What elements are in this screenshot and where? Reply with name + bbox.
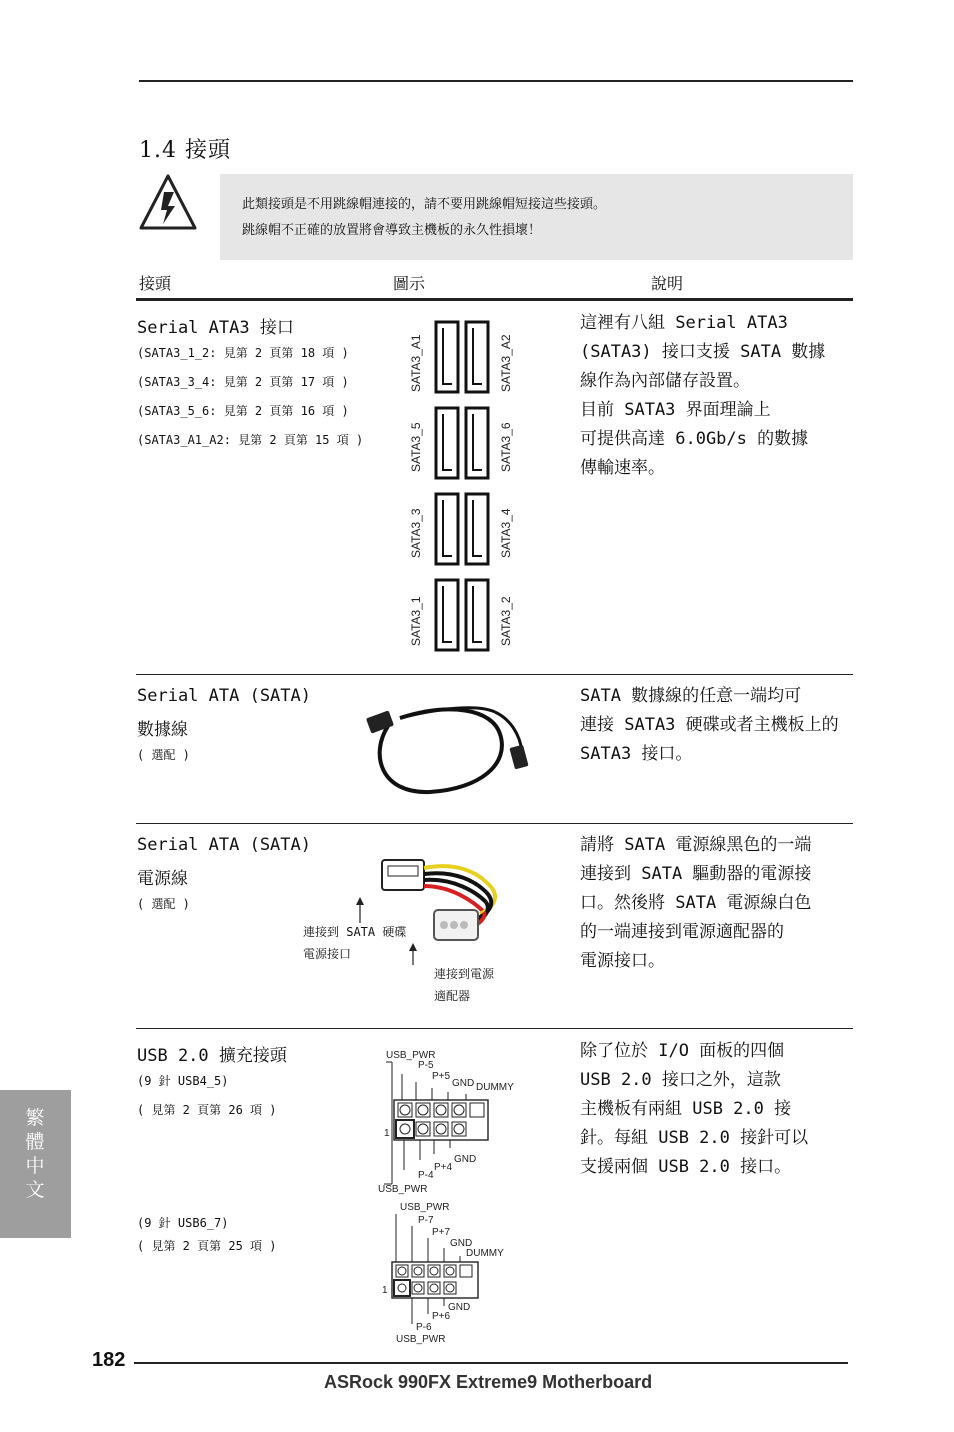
warning-line-2: 跳線帽不正確的放置將會導致主機板的永久性損壞！ [242, 223, 542, 238]
usb2-pin1: 1 [382, 1285, 388, 1296]
usb-header-diagram-1 [376, 1044, 526, 1196]
sata3-note-3: (SATA3_5_6: 見第 2 頁第 16 項 ) [137, 404, 349, 418]
sata-port-a2 [466, 322, 488, 392]
usb2-top-label: USB_PWR [400, 1202, 450, 1213]
sata-power-description: 請將 SATA 電源線黑色的一端 連接到 SATA 驅動器的電源接 口。然後將 SATA 電源線白色 的一端連接到電源適配器的 電源接口。 [580, 835, 812, 971]
sata3-description: 這裡有八組 Serial ATA3 (SATA3) 接口支援 SATA 數據 線作為內部儲存設置。 目前 SATA3 界面理論上 可提供高達 6.0Gb/s 的數據 傳輸速率。 [580, 313, 826, 478]
usb1-p+4: P+4 [434, 1162, 453, 1173]
page-number: 182 [92, 1349, 126, 1371]
usb1-p-5: P-5 [418, 1060, 434, 1071]
usb1-pin1: 1 [384, 1128, 390, 1139]
footer-title: ASRock 990FX Extreme9 Motherboard [324, 1372, 653, 1392]
usb2-bottom-label: USB_PWR [396, 1334, 446, 1345]
callout-power-adapter-1: 連接到電源 [434, 967, 495, 981]
warning-line-1: 此類接頭是不用跳線帽連接的，請不要用跳線帽短接這些接頭。 [242, 197, 607, 212]
callout-sata-drive-1: 連接到 SATA 硬碟 [303, 925, 407, 939]
usb-description: 除了位於 I/O 面板的四個 USB 2.0 接口之外，這款 主機板有兩組 USB 2.0 接 針。每組 USB 2.0 接針可以 支援兩個 USB 2.0 接口。 [580, 1041, 809, 1177]
usb2-gnd-top: GND [450, 1238, 473, 1249]
sata-port-5 [436, 408, 458, 478]
usb-note-4: ( 見第 2 頁第 25 項 ) [137, 1239, 277, 1253]
sata-power-name-1: Serial ATA (SATA) [137, 835, 311, 855]
usb2-p-7: P-7 [418, 1215, 434, 1226]
usb-header-diagram-2 [376, 1198, 526, 1346]
section-number: 1.4 [139, 138, 177, 163]
label-sata3-2: SATA3_2 [499, 596, 513, 646]
usb2-p+7: P+7 [432, 1227, 451, 1238]
sata-cable-name-2: 數據線 [137, 720, 188, 740]
section-title [139, 133, 231, 164]
label-sata3-4: SATA3_4 [499, 508, 513, 558]
label-sata3-a1: SATA3_A1 [409, 334, 423, 392]
sata3-note-1: (SATA3_1_2: 見第 2 頁第 18 項 ) [137, 346, 349, 360]
row-rule-3 [136, 1028, 853, 1029]
sata-cable-description: SATA 數據線的任意一端均可 連接 SATA3 硬碟或者主機板上的 SATA3 接口。 [580, 686, 839, 764]
row-rule-2 [136, 823, 853, 824]
usb-name: USB 2.0 擴充接頭 [137, 1046, 287, 1066]
label-sata3-a2: SATA3_A2 [499, 334, 513, 392]
usb1-gnd-bot: GND [454, 1154, 477, 1165]
usb2-gnd-bot: GND [448, 1302, 471, 1313]
header-rule [136, 298, 853, 301]
callout-sata-drive-2: 電源接口 [303, 947, 352, 961]
usb-note-3: (9 針 USB6_7) [137, 1216, 229, 1230]
label-sata3-5: SATA3_5 [409, 422, 423, 472]
sata-power-note: ( 選配 ) [137, 897, 190, 911]
label-sata3-1: SATA3_1 [409, 596, 423, 646]
usb1-bottom-label: USB_PWR [378, 1184, 428, 1195]
sata-port-2 [466, 580, 488, 650]
top-rule [139, 80, 853, 82]
sata-cable-note: ( 選配 ) [137, 748, 190, 762]
usb1-gnd-top: GND [452, 1078, 475, 1089]
footer-rule [134, 1362, 848, 1364]
usb2-p-6: P-6 [416, 1322, 432, 1333]
side-tab-text: 繁體中文 [25, 1107, 45, 1201]
sata3-note-2: (SATA3_3_4: 見第 2 頁第 17 項 ) [137, 375, 349, 389]
usb2-dummy: DUMMY [466, 1248, 504, 1259]
sata-port-1 [436, 580, 458, 650]
usb1-p-4: P-4 [418, 1170, 434, 1181]
usb1-p+5: P+5 [432, 1071, 451, 1082]
section-title-text: 接頭 [185, 138, 232, 163]
label-sata3-6: SATA3_6 [499, 422, 513, 472]
sata3-note-4: (SATA3_A1_A2: 見第 2 頁第 15 項 ) [137, 433, 364, 447]
callout-power-adapter-2: 適配器 [434, 989, 471, 1003]
sata-port-a1 [436, 322, 458, 392]
header-figure: 圖示 [393, 274, 426, 293]
sata-port-3 [436, 494, 458, 564]
sata-port-6 [466, 408, 488, 478]
usb-note-2: ( 見第 2 頁第 26 項 ) [137, 1103, 277, 1117]
sata3-port-diagram [400, 314, 530, 654]
usb1-top-label: USB_PWR [386, 1050, 436, 1061]
sata3-name: Serial ATA3 接口 [137, 318, 294, 338]
usb1-dummy: DUMMY [476, 1082, 514, 1093]
header-connector: 接頭 [139, 274, 172, 293]
label-sata3-3: SATA3_3 [409, 508, 423, 558]
sata-power-name-2: 電源線 [137, 869, 188, 889]
sata-data-cable-image [360, 694, 550, 804]
warning-icon [137, 172, 199, 238]
usb-note-1: (9 針 USB4_5) [137, 1074, 229, 1088]
warning-box [220, 174, 853, 260]
language-side-tab [0, 1090, 71, 1238]
sata-port-4 [466, 494, 488, 564]
sata-cable-name-1: Serial ATA (SATA) [137, 686, 311, 706]
row-rule-1 [136, 674, 853, 675]
header-description: 說明 [651, 274, 684, 293]
usb2-p+6: P+6 [432, 1311, 451, 1322]
